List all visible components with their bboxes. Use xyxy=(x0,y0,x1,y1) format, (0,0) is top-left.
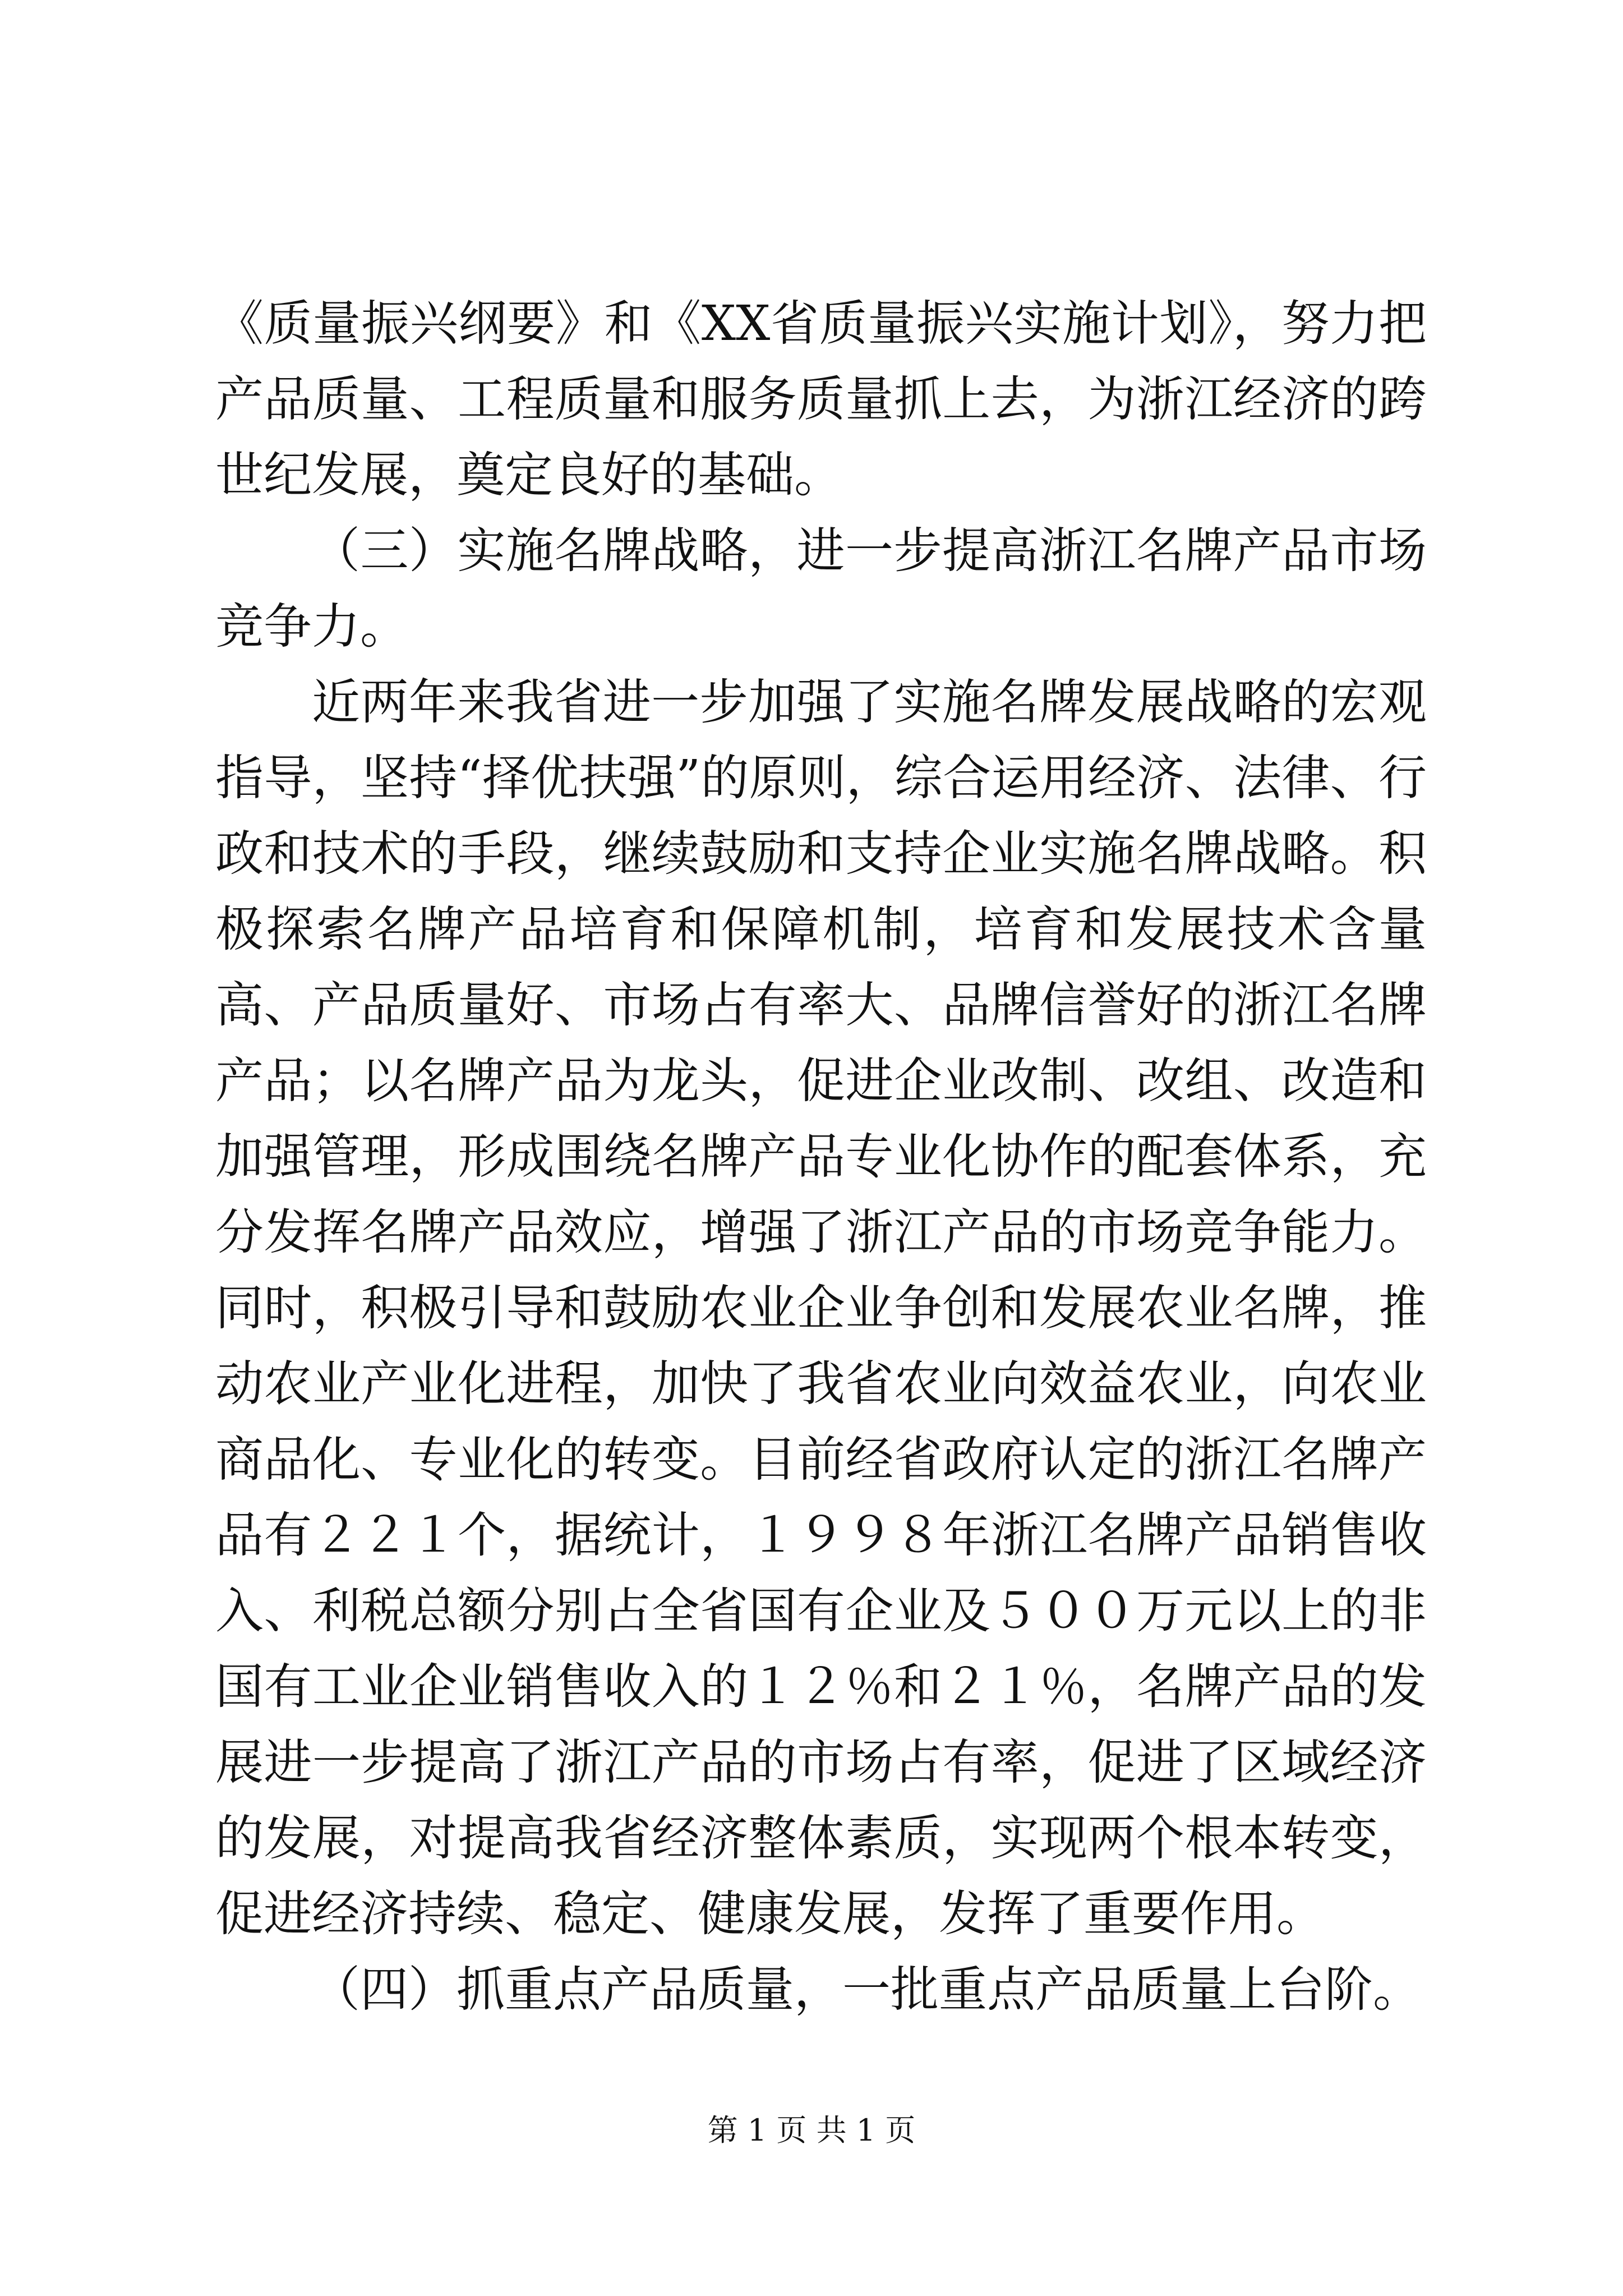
paragraph-brand-strategy: 近两年来我省进一步加强了实施名牌发展战略的宏观指导，坚持“择优扶强”的原则，综合运用经济、法律、行政和技术的手段，继续鼓励和支持企业实施名牌战略。积极探索名牌产品培育和保障机制，培育和发展技术含量高、产品质量好、市场占有率大、品牌信誉好的浙江名牌产品；以名牌产品为龙头，促进企业改制、改组、改造和加强管理，形成围绕名牌产品专业化协作的配套体系，充分发挥名牌产品效应，增强了浙江产品的市场竞争能力。同时，积极引导和鼓励农业企业争创和发展农业名牌，推动农业产业化进程，加快了我省农业向效益农业，向农业商品化、专业化的转变。目前经省政府认定的浙江名牌产品有２２１个，据统计，１９９８年浙江名牌产品销售收入、利税总额分别占全省国有企业及５００万元以上的非国有工业企业销售收入的１２％和２１％，名牌产品的发展进一步提高了浙江产品的市场占有率，促进了区域经济的发展，对提高我省经济整体素质，实现两个根本转变，促进经济持续、稳定、健康发展，发挥了重要作用。 xyxy=(215,674,1427,1942)
section-heading-3: （三）实施名牌战略，进一步提高浙江名牌产品市场竞争力。 xyxy=(215,523,1427,655)
section-heading-4: （四）抓重点产品质量，一批重点产品质量上台阶。 xyxy=(312,1962,1421,2018)
document-body xyxy=(215,286,1427,2028)
paragraph-continuation: 《质量振兴纲要》和《XX省质量振兴实施计划》，努力把产品质量、工程质量和服务质量抓上去，为浙江经济的跨世纪发展，奠定良好的基础。 xyxy=(215,296,1427,503)
page-footer: 第 1 页 共 1 页 xyxy=(707,2113,916,2148)
